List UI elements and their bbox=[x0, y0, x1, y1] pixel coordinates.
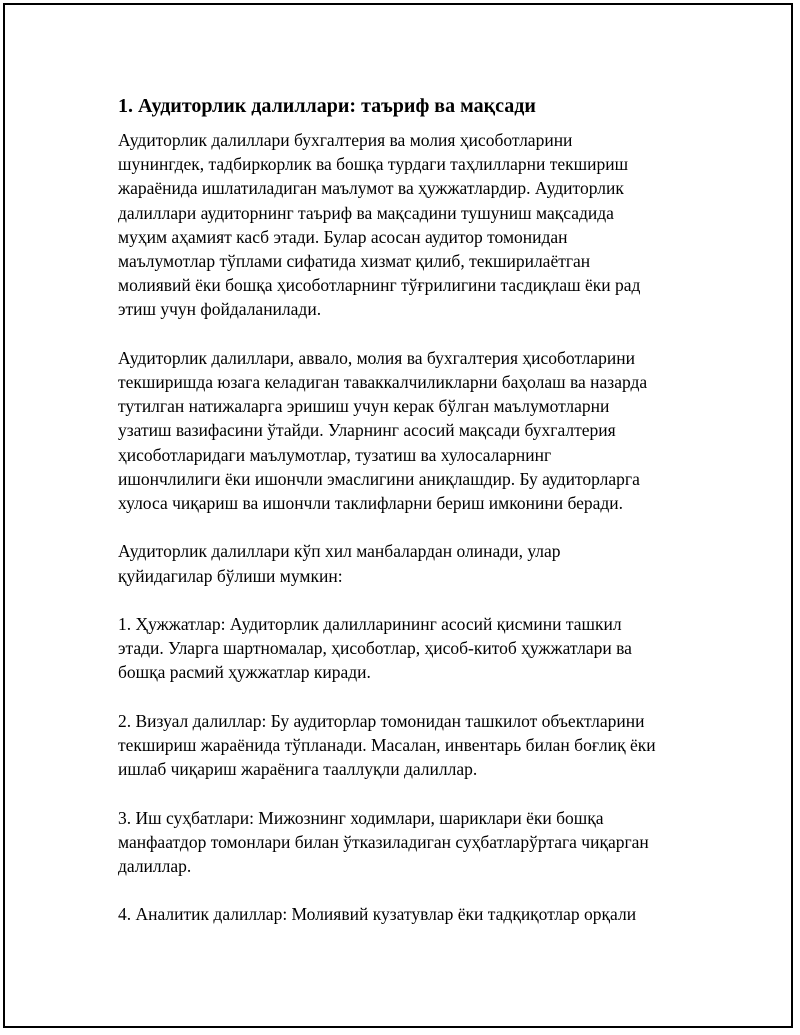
list-item-visual-evidence: 2. Визуал далиллар: Бу аудиторлар томонидан ташкилот объектларини текшириш жараёнида тўпланади. Масалан, инвентарь билан боғлиқ ёки ишлаб чиқариш жараёнига тааллуқли далиллар. bbox=[118, 710, 656, 780]
paragraph-definition: Аудиторлик далиллари бухгалтерия ва молия ҳисоботларини шунингдек, тадбиркорлик ва бошқа турдаги таҳлилларни текшириш жараёнида ишлатиладиган маълумот ва ҳужжатлардир. Аудиторлик далиллари аудиторнинг таъриф ва мақсадини тушуниш мақсадида муҳим аҳамият касб этади. Булар асосан аудитор томонидан маълумотлар тўплами сифатида хизмат қилиб, текширилаётган молиявий ёки бошқа ҳисоботларнинг тўғрилигини тасдиқлаш ёки рад этиш учун фойдаланилади. bbox=[118, 130, 641, 320]
paragraph-purpose: Аудиторлик далиллари, аввало, молия ва бухгалтерия ҳисоботларини текширишда юзага келадиган таваккалчиликларни баҳолаш ва назарда тутилган натижаларга эришиш учун керак бўлган маълумотларни узатиш вазифасини ўтайди. Уларнинг асосий мақсади бухгалтерия ҳисоботларидаги маълумотлар, тузатиш ва хулосаларнинг ишончлилиги ёки ишончли эмаслигини аниқлашдир. Бу аудиторларга хулоса чиқариш ва ишончли таклифларни бериш имконини беради. bbox=[118, 347, 648, 514]
list-item-analytical-evidence: 4. Аналитик далиллар: Молиявий кузатувлар ёки тадқиқотлар орқали bbox=[118, 904, 637, 925]
list-item-interviews: 3. Иш суҳбатлари: Мижознинг ходимлари, шариклари ёки бошқа манфаатдор томонлари билан ўтказиладиган суҳбатларўртага чиқарган далиллар. bbox=[118, 807, 649, 877]
section-heading: 1. Аудиторлик далиллари: таъриф ва мақсади bbox=[118, 95, 536, 117]
document-body bbox=[118, 92, 718, 951]
list-item-documents: 1. Ҳужжатлар: Аудиторлик далилларининг асосий қисмини ташкил этади. Уларга шартномалар, ҳисоботлар, ҳисоб-китоб ҳужжатлари ва бошқа расмий ҳужжатлар киради. bbox=[118, 614, 632, 683]
paragraph-sources-intro: Аудиторлик далиллари кўп хил манбалардан олинади, улар қуйидагилар бўлиши мумкин: bbox=[118, 541, 561, 586]
